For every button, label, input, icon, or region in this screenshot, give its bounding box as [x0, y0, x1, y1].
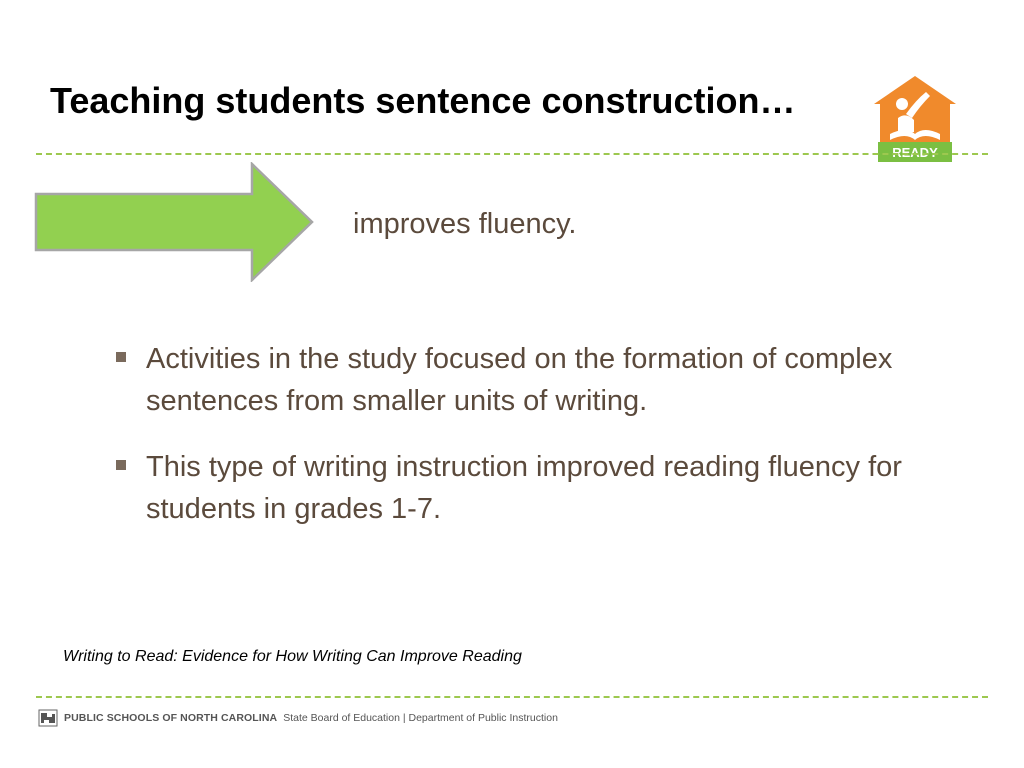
right-arrow-icon — [34, 162, 314, 282]
callout-text: improves fluency. — [353, 208, 577, 240]
footer-school-name: PUBLIC SCHOOLS OF NORTH CAROLINA — [64, 712, 278, 724]
bullet-list — [112, 338, 912, 554]
top-dashed-divider — [36, 153, 988, 155]
slide-title: Teaching students sentence construction… — [50, 80, 796, 121]
footer — [38, 708, 558, 728]
bullet-square-icon — [116, 352, 126, 362]
bullet-text: Activities in the study focused on the formation of complex sentences from smaller units of writing. — [146, 343, 893, 417]
source-citation: Writing to Read: Evidence for How Writing Can Improve Reading — [63, 648, 522, 665]
footer-department: State Board of Education | Department of Public Instruction — [283, 712, 558, 724]
bullet-text: This type of writing instruction improved reading fluency for students in grades 1-7. — [146, 451, 902, 525]
bullet-item — [112, 446, 912, 530]
bullet-item — [112, 338, 912, 422]
bottom-dashed-divider — [36, 696, 988, 698]
bullet-square-icon — [116, 460, 126, 470]
nc-state-icon — [38, 708, 58, 728]
ready-logo-text: READY — [892, 145, 938, 160]
